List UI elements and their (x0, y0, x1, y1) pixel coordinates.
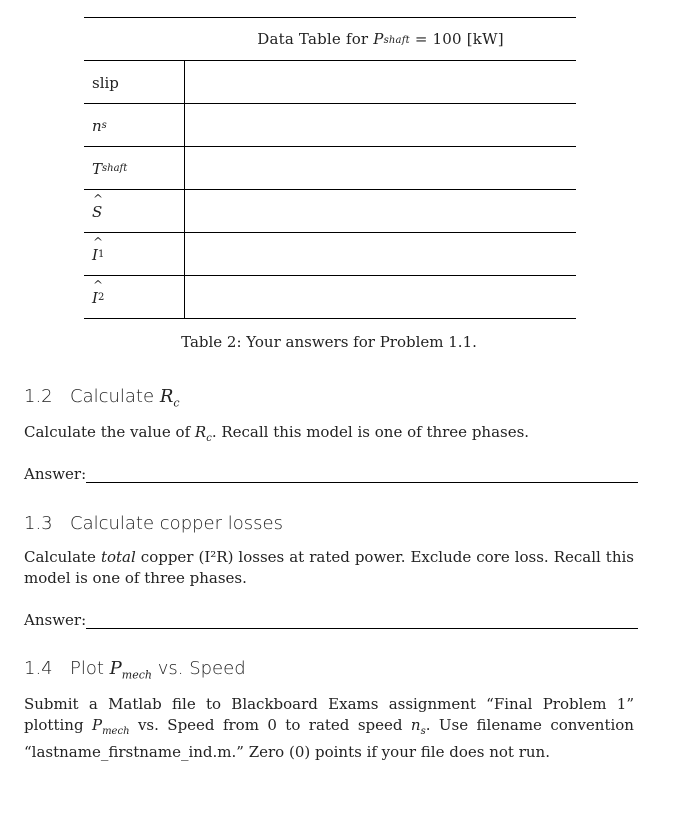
section-title-symbol: P (109, 658, 122, 679)
row-subscript: 2 (97, 292, 105, 303)
answer-line[interactable] (86, 468, 638, 483)
para-text: . Use filename convention “lastname_firstname_ind.m.” Zero (0) points if your file does not run. (24, 716, 634, 761)
section-title-symbol: R (159, 386, 174, 407)
table-header (185, 17, 576, 60)
table-rule (84, 275, 576, 276)
row-symbol: slip (92, 73, 119, 92)
section-title-subscript: mech (121, 668, 152, 682)
row-label-s-hat (92, 190, 102, 233)
table-rule (84, 146, 576, 147)
row-symbol: n (92, 116, 102, 135)
table-rule (84, 232, 576, 233)
section-heading-1-2 (24, 386, 180, 410)
section-number: 1.2 (24, 386, 53, 407)
row-subscript: 1 (97, 249, 105, 260)
para-text: vs. Speed from 0 to rated speed (137, 716, 403, 734)
section-1-4-paragraph (24, 694, 634, 763)
table-rule-bottom (84, 318, 576, 319)
answer-field-1-3[interactable] (24, 611, 638, 629)
row-symbol: T (92, 159, 103, 178)
answer-label: Answer: (24, 611, 87, 629)
section-heading-1-3 (24, 513, 283, 534)
answer-line[interactable] (86, 614, 638, 629)
row-symbol: ^ S (92, 203, 102, 221)
row-subscript: s (101, 120, 107, 131)
section-number: 1.4 (24, 658, 53, 679)
row-label-i1-hat (92, 233, 104, 276)
section-1-3-paragraph (24, 547, 634, 589)
table-header-value: = 100 [kW] (414, 29, 504, 48)
table-rule (84, 189, 576, 190)
table-header-subscript: shaft (383, 35, 410, 46)
table-caption: Table 2: Your answers for Problem 1.1. (181, 333, 477, 351)
table-rule (84, 103, 576, 104)
row-label-tshaft (92, 147, 127, 190)
row-label-slip (92, 61, 119, 104)
answer-field-1-2[interactable] (24, 465, 638, 483)
para-text: copper (I²R) losses at rated power. Exclude core loss. Recall this model is one of three phases. (24, 548, 634, 587)
section-heading-1-4 (24, 658, 246, 682)
para-subscript: mech (102, 726, 130, 737)
section-title-text: vs. Speed (157, 658, 246, 679)
para-text: . Recall this model is one of three phases. (211, 423, 530, 441)
row-symbol: ^ I (92, 246, 98, 264)
row-subscript: shaft (102, 163, 128, 174)
section-number: 1.3 (24, 513, 53, 534)
para-subscript: c (206, 433, 212, 444)
table-header-prefix: Data Table for (257, 29, 369, 48)
answer-label: Answer: (24, 465, 87, 483)
row-symbol: ^ I (92, 289, 98, 307)
table-rule-header (84, 60, 576, 61)
table-header-symbol: P (373, 29, 384, 48)
section-1-2-paragraph (24, 422, 634, 449)
section-title-text: Calculate copper losses (70, 513, 283, 534)
section-title-text: Plot (70, 658, 104, 679)
para-symbol: n (410, 716, 421, 734)
row-label-ns (92, 104, 107, 147)
row-label-i2-hat (92, 276, 104, 319)
section-title-text: Calculate (70, 386, 155, 407)
para-symbol: P (91, 716, 103, 734)
para-emphasis: total (100, 548, 136, 566)
para-text: Submit a Matlab file to Blackboard Exams assignment “Final Problem 1” plotting (24, 695, 634, 734)
section-title-subscript: c (173, 396, 180, 410)
para-text: Calculate the value of (24, 423, 191, 441)
para-text: Calculate (24, 548, 96, 566)
para-symbol: R (194, 423, 207, 441)
para-subscript: s (420, 726, 426, 737)
